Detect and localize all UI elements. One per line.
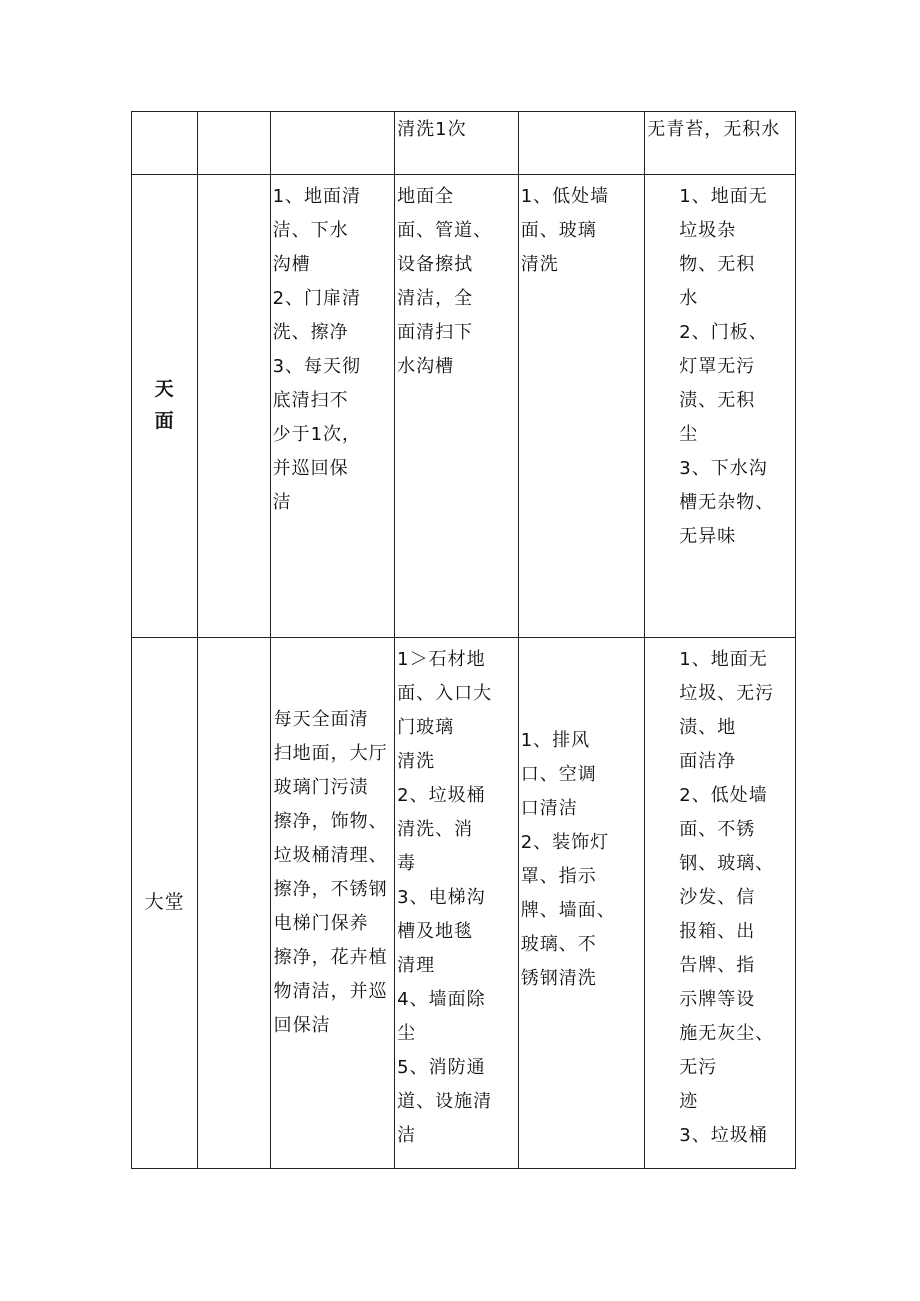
monthly-task-cell [518,638,645,1169]
cell-text: 1、地面清 洁、下水 沟槽 2、门扉清 洗、擦净 3、每天彻 底清扫不 少于1次， 并巡回保 洁 [272,186,362,513]
daily-task-cell [270,638,395,1169]
area-label: 天面 [154,378,175,432]
cell-text: 1、地面无 垃圾杂 物、无积 水 2、门板、 灯罩无污 渍、无积 尘 3、下水沟 槽无杂物、 无异味 [679,186,775,547]
table-row [132,112,796,175]
daily-task-cell [270,112,395,175]
table-cell [198,175,270,638]
cell-text: 1＞石材地 面、入口大 门玻璃 清洗 2、垃圾桶 清洗、消 毒 3、电梯沟 槽及地毯 清理 4、墙面除 尘 5、消防通 道、设施清 洁 [397,649,493,1146]
cell-text: 1、低处墙 面、玻璃 清洗 [520,186,610,275]
cell-text: 无青苔，无积水 [647,119,781,140]
weekly-task-cell [395,112,519,175]
cell-text: 1、排风 口、空调 口清洁 2、装饰灯 罩、指示 牌、墙面、 玻璃、不 锈钢清洗 [520,730,616,989]
table-cell [198,638,270,1169]
standard-cell [645,638,796,1169]
monthly-task-cell [518,175,645,638]
monthly-task-cell [518,112,645,175]
area-label: 大堂 [144,891,185,913]
daily-task-cell [270,175,395,638]
table-cell [198,112,270,175]
table-row [132,638,796,1169]
standard-cell [645,175,796,638]
area-cell [132,175,198,638]
weekly-task-cell [395,638,519,1169]
standard-cell [645,112,796,175]
cell-text: 清洗1次 [397,119,467,140]
cleaning-schedule-table [131,111,796,1169]
area-cell [132,112,198,175]
area-cell [132,638,198,1169]
cell-text: 每天全面清 扫地面，大厅 玻璃门污渍 擦净，饰物、 垃圾桶清理、 擦净，不锈钢 电梯门保养 擦净，花卉植 物清洁，并巡 回保洁 [273,709,388,1036]
cell-text: 1、地面无 垃圾、无污 渍、地 面洁净 2、低处墙 面、不锈 钢、玻璃、 沙发、信 报箱、出 告牌、指 示牌等设 施无灰尘、 无污 迹 3、垃圾桶 [679,649,775,1146]
cell-text: 地面全 面、管道、 设备擦拭 清洁，全 面清扫下 水沟槽 [397,186,493,377]
weekly-task-cell [395,175,519,638]
table-row [132,175,796,638]
